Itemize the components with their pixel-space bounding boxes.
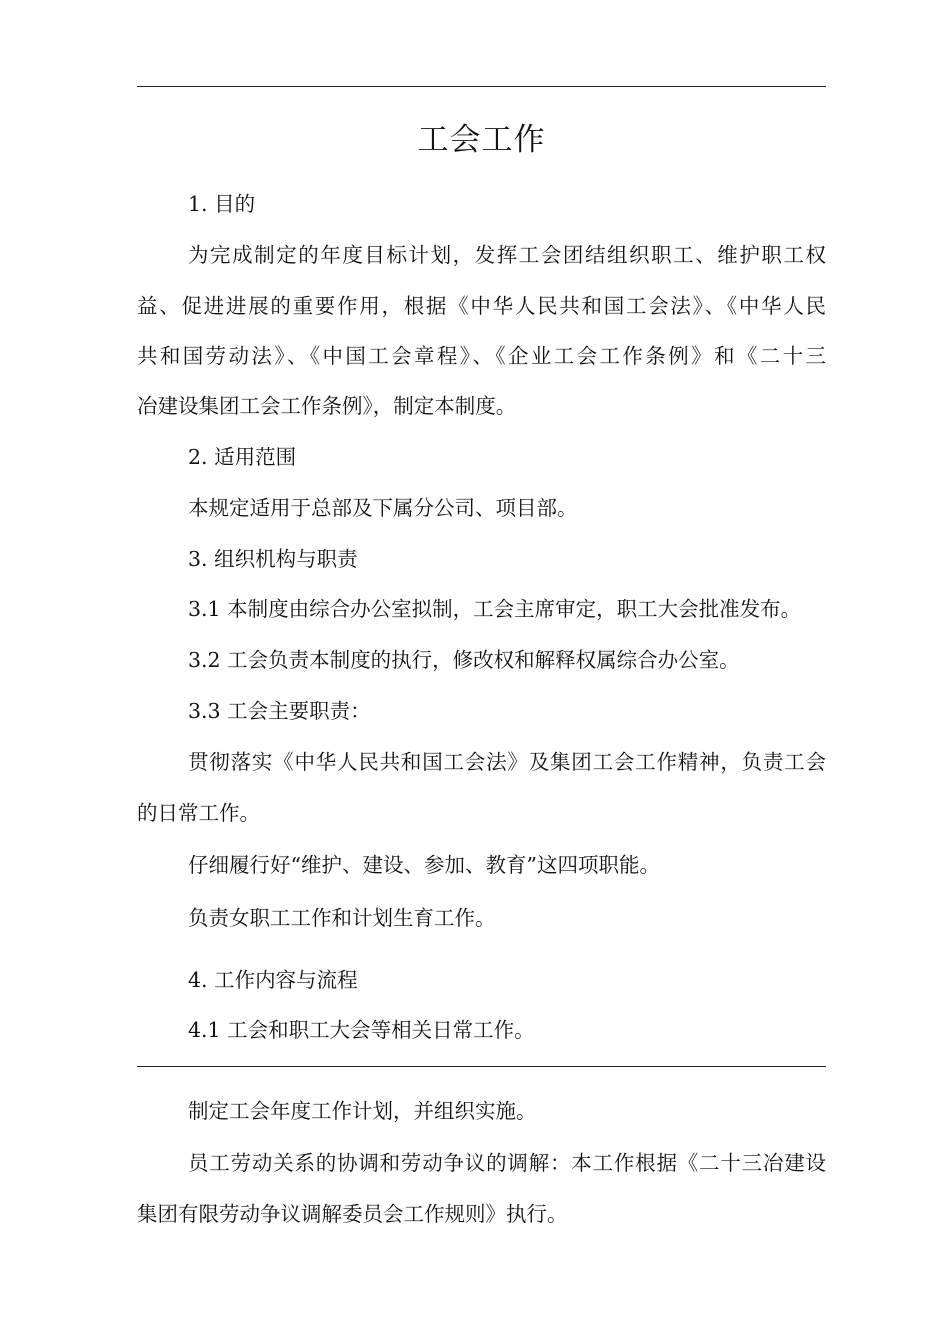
paragraph-line: 员工劳动关系的协调和劳动争议的调解：本工作根据《二十三冶建设: [188, 1151, 826, 1175]
clause-4-1: 4.1 工会和职工大会等相关日常工作。: [188, 1018, 535, 1042]
paragraph-line: 益、促进进展的重要作用，根据《中华人民共和国工会法》、《中华人民: [137, 294, 826, 318]
clause-3-1: 3.1 本制度由综合办公室拟制，工会主席审定，职工大会批准发布。: [188, 597, 802, 621]
paragraph-line: 贯彻落实《中华人民共和国工会法》及集团工会工作精神，负责工会: [188, 750, 826, 774]
document-title: 工会工作: [417, 122, 546, 158]
paragraph-line: 负责女职工工作和计划生育工作。: [188, 906, 496, 930]
clause-3-3: 3.3 工会主要职责：: [188, 699, 371, 723]
clause-3-2: 3.2 工会负责本制度的执行，修改权和解释权属综合办公室。: [188, 648, 740, 672]
section-heading-scope: 2. 适用范围: [188, 445, 297, 469]
paragraph-line: 制定工会年度工作计划，并组织实施。: [188, 1099, 537, 1123]
paragraph-line: 共和国劳动法》、《中国工会章程》、《企业工会工作条例》和《二十三: [137, 344, 826, 368]
section-heading-purpose: 1. 目的: [188, 192, 256, 216]
paragraph-line: 本规定适用于总部及下属分公司、项目部。: [188, 496, 578, 520]
page-break-rule: [137, 1066, 826, 1067]
header-rule: [137, 86, 826, 87]
paragraph-line: 的日常工作。: [137, 801, 260, 825]
section-heading-workflow: 4. 工作内容与流程: [188, 968, 358, 992]
paragraph-line: 为完成制定的年度目标计划，发挥工会团结组织职工、维护职工权: [188, 243, 826, 267]
paragraph-line: 冶建设集团工会工作条例》，制定本制度。: [137, 394, 517, 418]
section-heading-organization: 3. 组织机构与职责: [188, 547, 358, 571]
paragraph-line: 仔细履行好“维护、建设、参加、教育”这四项职能。: [188, 853, 660, 877]
paragraph-line: 集团有限劳动争议调解委员会工作规则》执行。: [137, 1202, 568, 1226]
